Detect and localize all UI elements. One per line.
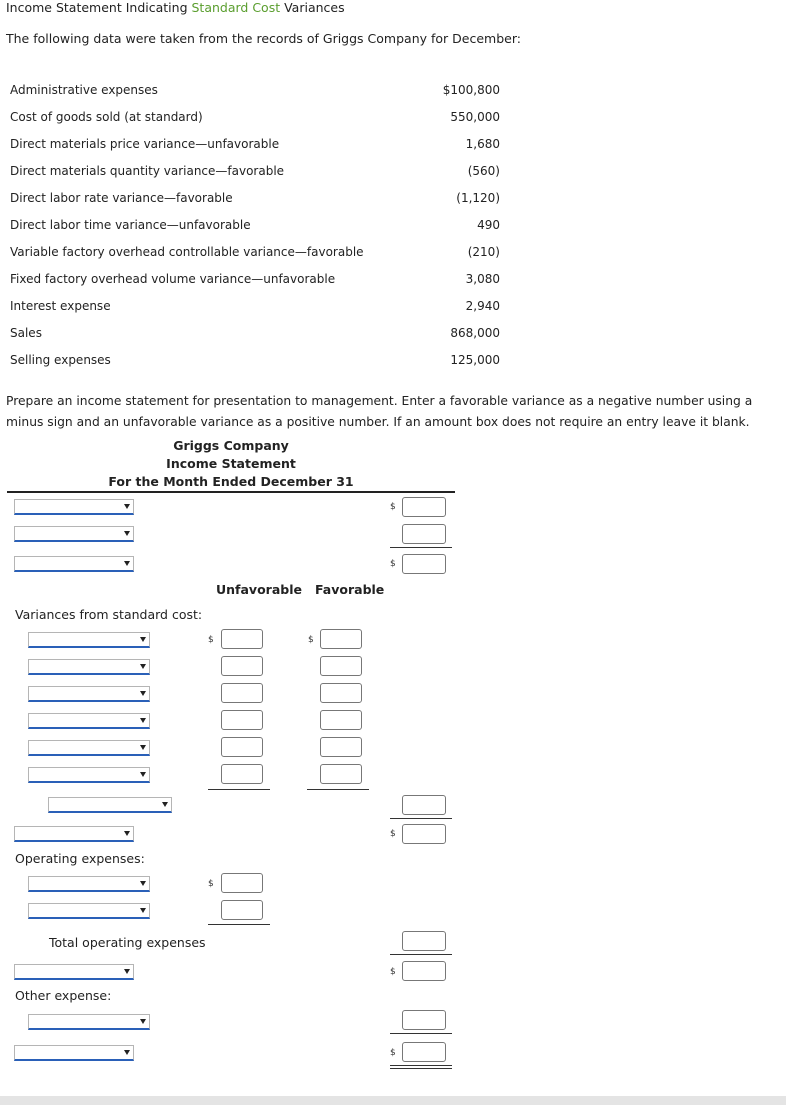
dollar-sign: $	[390, 1048, 396, 1058]
amount-input[interactable]	[402, 961, 446, 981]
chevron-down-icon	[140, 637, 146, 642]
dollar-sign: $	[208, 635, 214, 645]
company-name: Griggs Company	[173, 438, 289, 453]
chevron-down-icon	[140, 745, 146, 750]
chevron-down-icon	[140, 772, 146, 777]
chevron-down-icon	[140, 718, 146, 723]
subtotal-rule	[390, 818, 452, 819]
table-row: Direct labor time variance—unfavorable 490	[10, 218, 500, 232]
unfavorable-input[interactable]	[221, 764, 263, 784]
favorable-input[interactable]	[320, 737, 362, 757]
variance-select[interactable]	[28, 740, 150, 756]
chevron-down-icon	[124, 969, 130, 974]
subtotal-rule	[390, 547, 452, 548]
other-expense-select[interactable]	[28, 1014, 150, 1030]
chevron-down-icon	[140, 691, 146, 696]
chevron-down-icon	[124, 561, 130, 566]
unfavorable-column-header: Unfavorable	[216, 582, 302, 597]
table-row: Direct materials quantity variance—favorable (560)	[10, 164, 500, 178]
amount-input[interactable]	[402, 795, 446, 815]
favorable-input[interactable]	[320, 764, 362, 784]
unfavorable-input[interactable]	[221, 710, 263, 730]
variance-select[interactable]	[28, 632, 150, 648]
final-total-double-rule	[390, 1068, 452, 1069]
header-rule	[7, 491, 455, 493]
expense-input[interactable]	[221, 873, 263, 893]
line-label-select[interactable]	[14, 1045, 134, 1061]
variance-select[interactable]	[28, 686, 150, 702]
unfavorable-input[interactable]	[221, 683, 263, 703]
table-row: Direct labor rate variance—favorable (1,120)	[10, 191, 500, 205]
variance-select[interactable]	[28, 713, 150, 729]
total-operating-expenses-label: Total operating expenses	[49, 935, 206, 950]
final-total-rule	[390, 1065, 452, 1066]
dollar-sign: $	[390, 502, 396, 512]
table-row: Selling expenses 125,000	[10, 353, 500, 367]
expense-select[interactable]	[28, 903, 150, 919]
line-label-select[interactable]	[14, 826, 134, 842]
table-row: Direct materials price variance—unfavorable 1,680	[10, 137, 500, 151]
variance-total-select[interactable]	[48, 797, 172, 813]
dollar-sign: $	[208, 879, 214, 889]
variance-select[interactable]	[28, 767, 150, 783]
favorable-total-rule	[307, 789, 369, 790]
chevron-down-icon	[124, 1050, 130, 1055]
variance-select[interactable]	[28, 659, 150, 675]
amount-input[interactable]	[402, 931, 446, 951]
statement-name: Income Statement	[166, 456, 296, 471]
amount-input[interactable]	[402, 554, 446, 574]
amount-input[interactable]	[402, 497, 446, 517]
amount-input[interactable]	[402, 1042, 446, 1062]
unfavorable-input[interactable]	[221, 629, 263, 649]
unfavorable-input[interactable]	[221, 656, 263, 676]
dollar-sign: $	[308, 635, 314, 645]
variances-heading: Variances from standard cost:	[15, 607, 203, 622]
favorable-input[interactable]	[320, 629, 362, 649]
table-row: Sales 868,000	[10, 326, 500, 340]
chevron-down-icon	[140, 1019, 146, 1024]
unfavorable-total-rule	[208, 789, 270, 790]
table-row: Interest expense 2,940	[10, 299, 500, 313]
chevron-down-icon	[124, 504, 130, 509]
line-label-select[interactable]	[14, 526, 134, 542]
favorable-column-header: Favorable	[315, 582, 385, 597]
chevron-down-icon	[162, 802, 168, 807]
other-expense-heading: Other expense:	[15, 988, 112, 1003]
page-title: Income Statement Indicating Standard Cost Variances	[6, 0, 345, 15]
expense-input[interactable]	[221, 900, 263, 920]
line-label-select[interactable]	[14, 964, 134, 980]
chevron-down-icon	[124, 831, 130, 836]
operating-expenses-heading: Operating expenses:	[15, 851, 145, 866]
expense-select[interactable]	[28, 876, 150, 892]
dollar-sign: $	[390, 967, 396, 977]
line-label-select[interactable]	[14, 499, 134, 515]
unfavorable-input[interactable]	[221, 737, 263, 757]
dollar-sign: $	[390, 829, 396, 839]
chevron-down-icon	[140, 881, 146, 886]
chevron-down-icon	[140, 664, 146, 669]
dollar-sign: $	[390, 559, 396, 569]
favorable-input[interactable]	[320, 683, 362, 703]
bottom-scroll-edge	[0, 1096, 786, 1105]
amount-input[interactable]	[402, 1010, 446, 1030]
expense-total-rule	[208, 924, 270, 925]
table-row: Fixed factory overhead volume variance—unfavorable 3,080	[10, 272, 500, 286]
table-row: Administrative expenses $100,800	[10, 83, 500, 97]
subtotal-rule	[390, 954, 452, 955]
amount-input[interactable]	[402, 524, 446, 544]
subtotal-rule	[390, 1033, 452, 1034]
table-row: Variable factory overhead controllable variance—favorable (210)	[10, 245, 500, 259]
intro-text: The following data were taken from the records of Griggs Company for December:	[6, 31, 521, 46]
line-label-select[interactable]	[14, 556, 134, 572]
favorable-input[interactable]	[320, 656, 362, 676]
statement-period: For the Month Ended December 31	[108, 474, 354, 489]
favorable-input[interactable]	[320, 710, 362, 730]
amount-input[interactable]	[402, 824, 446, 844]
chevron-down-icon	[124, 531, 130, 536]
instructions: Prepare an income statement for presentation to management. Enter a favorable variance as a negative number using a minus sign and an unfavorable variance as a positive number. If an amount box does not require an entry leave it blank.	[6, 394, 753, 429]
chevron-down-icon	[140, 908, 146, 913]
table-row: Cost of goods sold (at standard) 550,000	[10, 110, 500, 124]
